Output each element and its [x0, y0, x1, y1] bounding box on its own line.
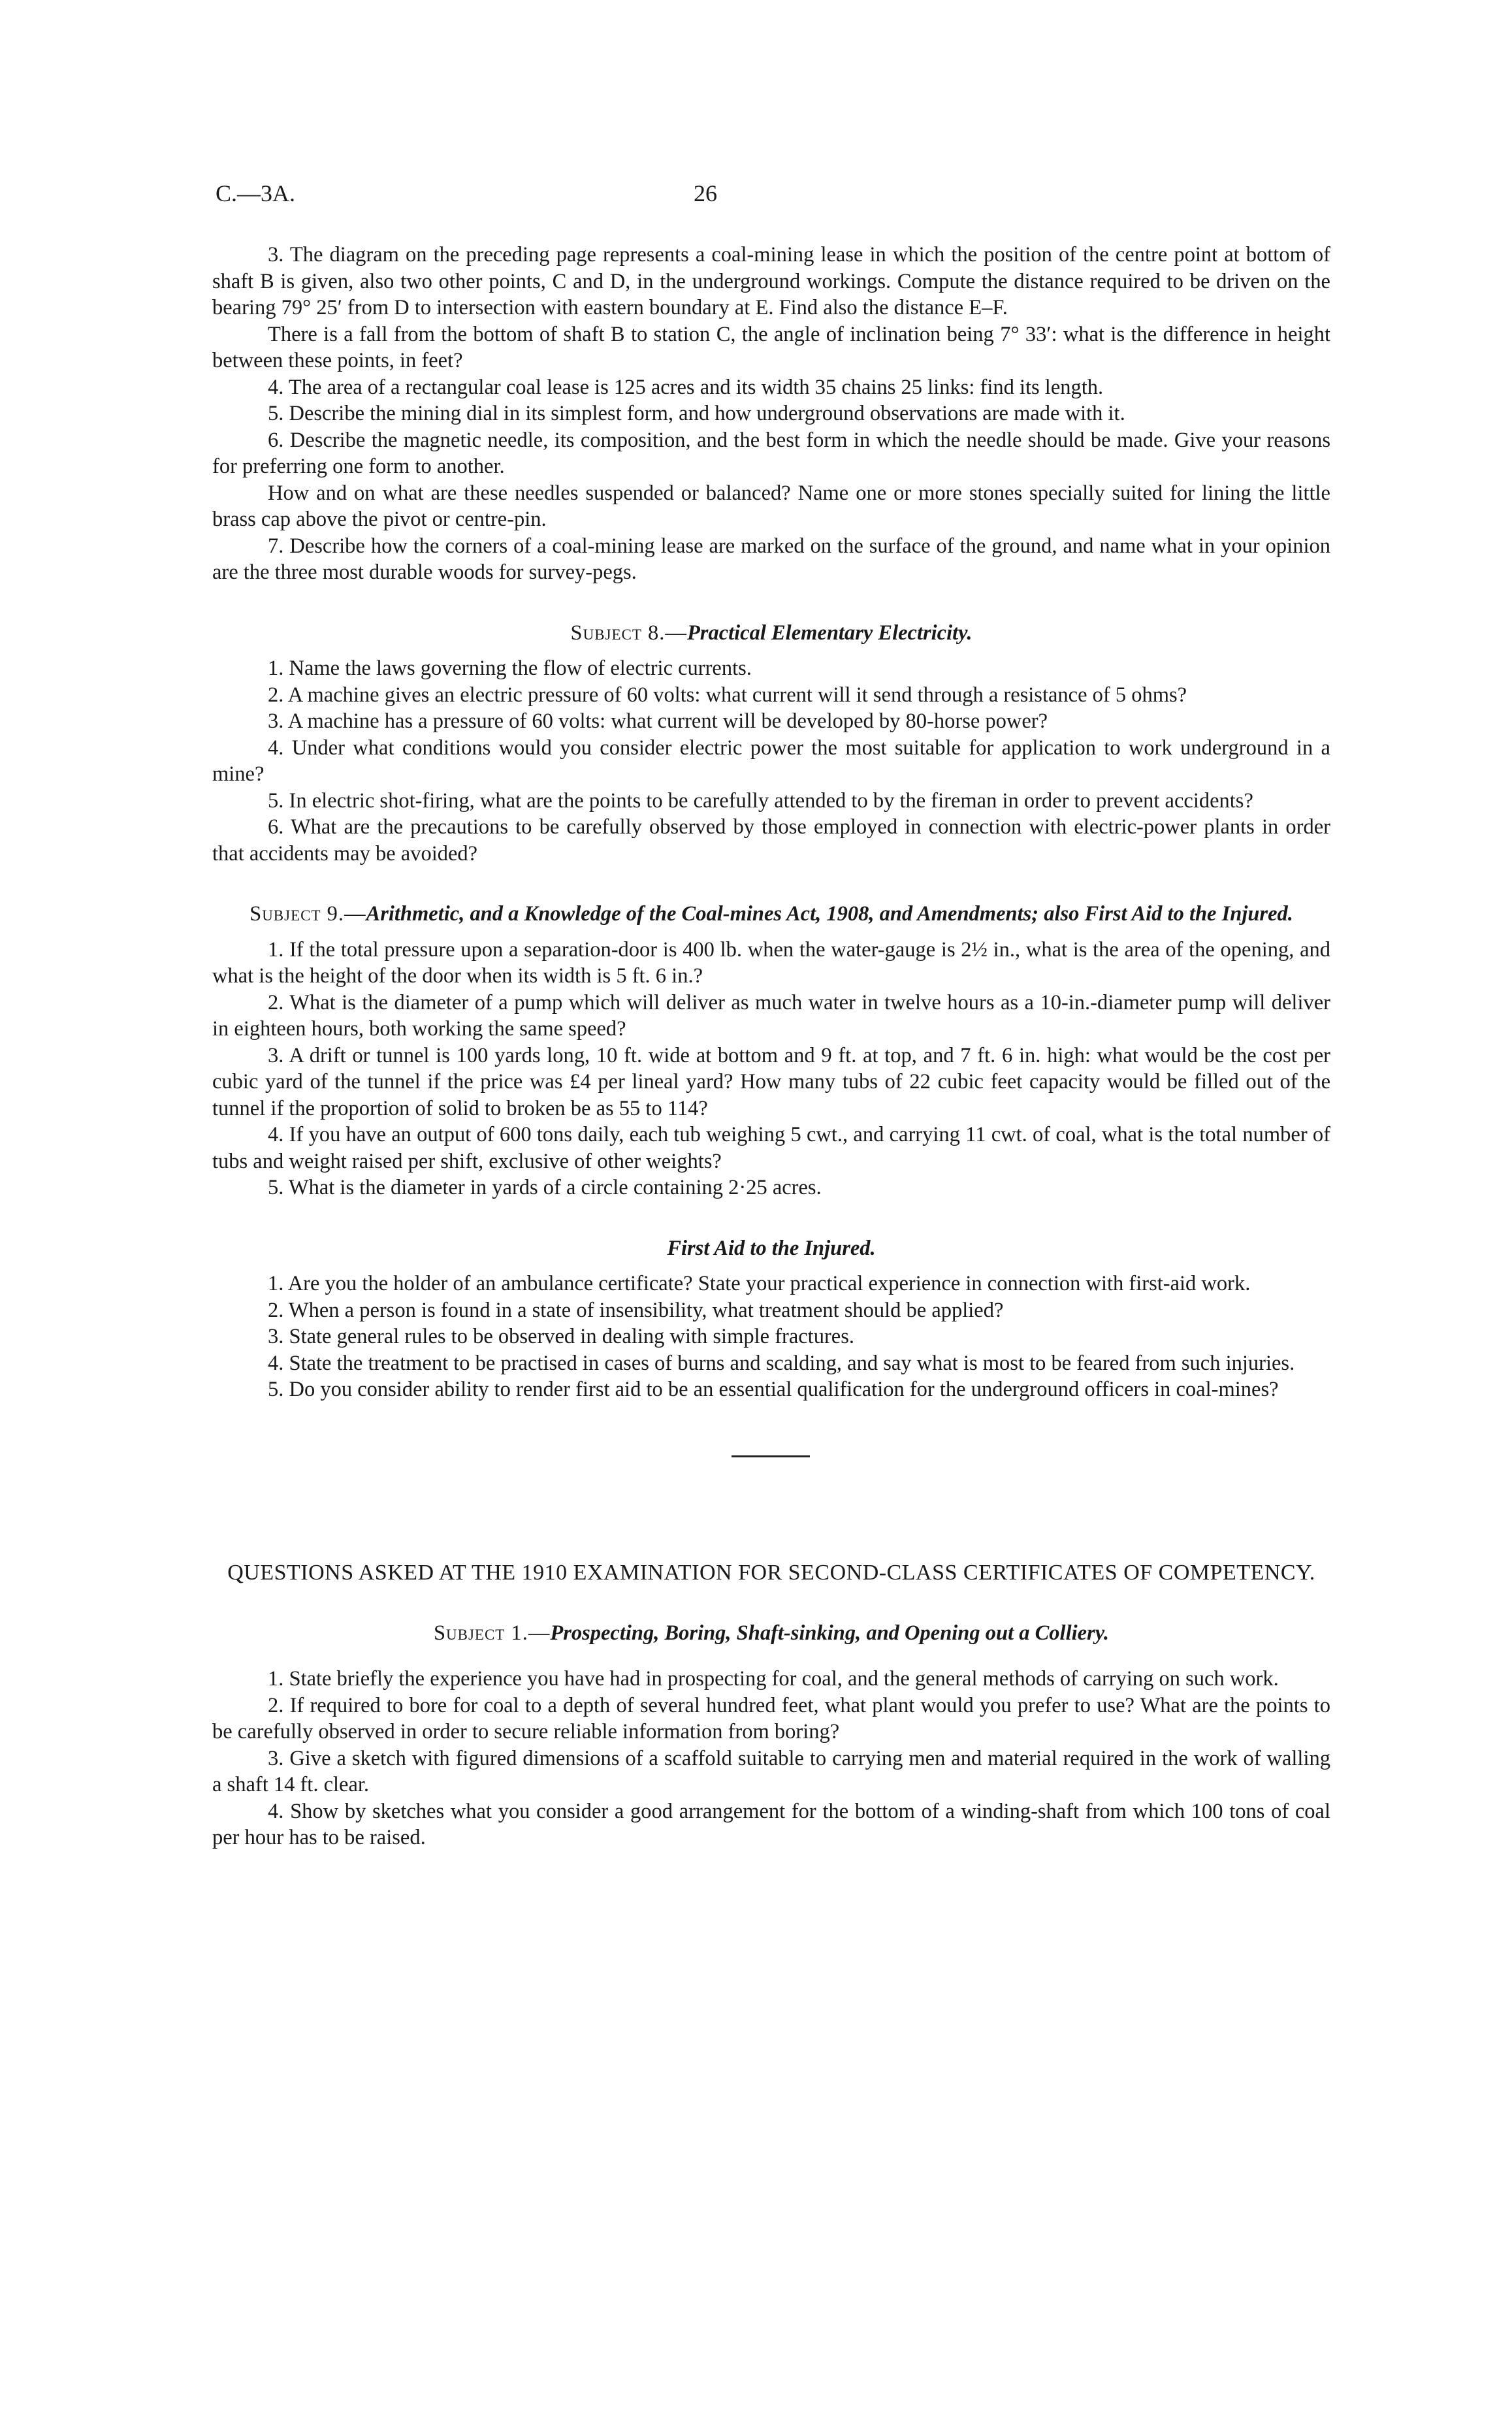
question-paragraph: 3. The diagram on the preceding page represents a coal-mining lease in which the position of the centre point at bottom of shaft B is given, also two other points, C and D, in the underground workings. Compute the distance required to be driven on the bearing 79° 25′ from D to intersection with eastern boundary at E. Find also the distance E–F. [212, 243, 1330, 319]
question-paragraph: 3. State general rules to be observed in dealing with simple fractures. [268, 1325, 854, 1348]
document-code: C.—3A. [216, 180, 296, 206]
subject-8-label: Subject 8.— [570, 621, 687, 645]
question-paragraph: 1. Are you the holder of an ambulance certificate? State your practical experience in connection with first-aid work. [268, 1272, 1251, 1295]
question-paragraph: 4. State the treatment to be practised in cases of burns and scalding, and say what is most to be feared from such injuries. [268, 1351, 1295, 1375]
question-paragraph: 4. If you have an output of 600 tons daily, each tub weighing 5 cwt., and carrying 11 cwt. of coal, what is the total number of tubs and weight raised per shift, exclusive of other weights? [212, 1123, 1330, 1173]
subject-9-section [212, 901, 1330, 1201]
page-header [216, 180, 1326, 212]
question-paragraph: 3. A drift or tunnel is 100 yards long, 10 ft. wide at bottom and 9 ft. at top, and 7 ft. 6 in. high: what would be the cost per cubic yard of the tunnel if the price was £4 per lineal yard? How many tubs of 22 cubic feet capacity would be filled out of the tunnel if the proportion of solid to broken be as 55 to 114? [212, 1043, 1330, 1120]
question-paragraph: 2. If required to bore for coal to a depth of several hundred feet, what plant would you prefer to use? What are the points to be carefully observed in order to secure reliable information from boring? [212, 1693, 1330, 1743]
question-paragraph: 3. Give a sketch with figured dimensions of a scaffold suitable to carrying men and material required in the work of walling a shaft 14 ft. clear. [212, 1746, 1330, 1796]
section-heading: QUESTIONS ASKED AT THE 1910 EXAMINATION FOR SECOND-CLASS CERTIFICATES OF COMPETENCY. [227, 1560, 1315, 1585]
question-paragraph: 7. Describe how the corners of a coal-mining lease are marked on the surface of the ground, and name what in your opinion are the three most durable woods for survey-pegs. [212, 534, 1330, 584]
page-number: 26 [694, 180, 717, 206]
question-paragraph: There is a fall from the bottom of shaft B to station C, the angle of inclination being 7° 33′: what is the difference in height between these points, in feet? [212, 322, 1330, 372]
question-paragraph: 1. Name the laws governing the flow of electric currents. [268, 656, 752, 680]
question-paragraph: 1. State briefly the experience you have had in prospecting for coal, and the general methods of carrying on such work. [268, 1667, 1279, 1691]
question-paragraph: 5. In electric shot-firing, what are the points to be carefully attended to by the fireman in order to prevent accidents? [268, 788, 1253, 813]
subject-8-heading [212, 620, 1330, 647]
subject-1-heading [212, 1620, 1330, 1647]
subject-9-label: Subject 9.— [249, 902, 366, 926]
section-divider [212, 1455, 1330, 1495]
divider-rule [732, 1455, 810, 1457]
question-paragraph: 4. Under what conditions would you consider electric power the most suitable for application to work underground in a mine? [212, 736, 1330, 786]
question-paragraph: 5. Describe the mining dial in its simplest form, and how underground observations are made with it. [268, 402, 1125, 425]
subject-1-section [212, 1620, 1330, 1851]
question-paragraph: 6. Describe the magnetic needle, its composition, and the best form in which the needle should be made. Give your reasons for preferring one form to another. [212, 428, 1330, 478]
page-content [212, 242, 1330, 1851]
question-paragraph: 4. The area of a rectangular coal lease is 125 acres and its width 35 chains 25 links: find its length. [268, 375, 1104, 399]
question-paragraph: How and on what are these needles suspended or balanced? Name one or more stones specially suited for lining the little brass cap above the pivot or centre-pin. [212, 481, 1330, 531]
subject-9-title: Arithmetic, and a Knowledge of the Coal-mines Act, 1908, and Amendments; also First Aid to the Injured. [366, 902, 1293, 926]
question-paragraph: 6. What are the precautions to be carefully observed by those employed in connection with electric-power plants in order that accidents may be avoided? [212, 815, 1330, 866]
intro-questions [212, 242, 1330, 586]
subject-8-section [212, 620, 1330, 867]
first-aid-section [212, 1235, 1330, 1403]
question-paragraph: 3. A machine has a pressure of 60 volts: what current will be developed by 80-horse power? [268, 709, 1048, 733]
subject-9-heading [212, 901, 1330, 928]
question-paragraph: 2. What is the diameter of a pump which will deliver as much water in twelve hours as a 10-in.-diameter pump will deliver in eighteen hours, both working the same speed? [212, 990, 1330, 1041]
question-paragraph: 4. Show by sketches what you consider a good arrangement for the bottom of a winding-shaft from which 100 tons of coal per hour has to be raised. [212, 1799, 1330, 1849]
question-paragraph: 1. If the total pressure upon a separation-door is 400 lb. when the water-gauge is 2½ in., what is the area of the opening, and what is the height of the door when its width is 5 ft. 6 in.? [212, 937, 1330, 988]
question-paragraph: 2. A machine gives an electric pressure of 60 volts: what current will it send through a resistance of 5 ohms? [268, 683, 1187, 707]
question-paragraph: 5. Do you consider ability to render first aid to be an essential qualification for the underground officers in coal-mines? [268, 1378, 1279, 1401]
question-paragraph: 5. What is the diameter in yards of a circle containing 2·25 acres. [268, 1176, 822, 1199]
subject-1-title: Prospecting, Boring, Shaft-sinking, and Opening out a Colliery. [550, 1621, 1110, 1645]
subject-1-label: Subject 1.— [433, 1621, 551, 1645]
question-paragraph: 2. When a person is found in a state of insensibility, what treatment should be applied? [268, 1298, 1004, 1322]
first-aid-heading: First Aid to the Injured. [667, 1236, 876, 1260]
subject-8-title: Practical Elementary Electricity. [686, 621, 973, 645]
